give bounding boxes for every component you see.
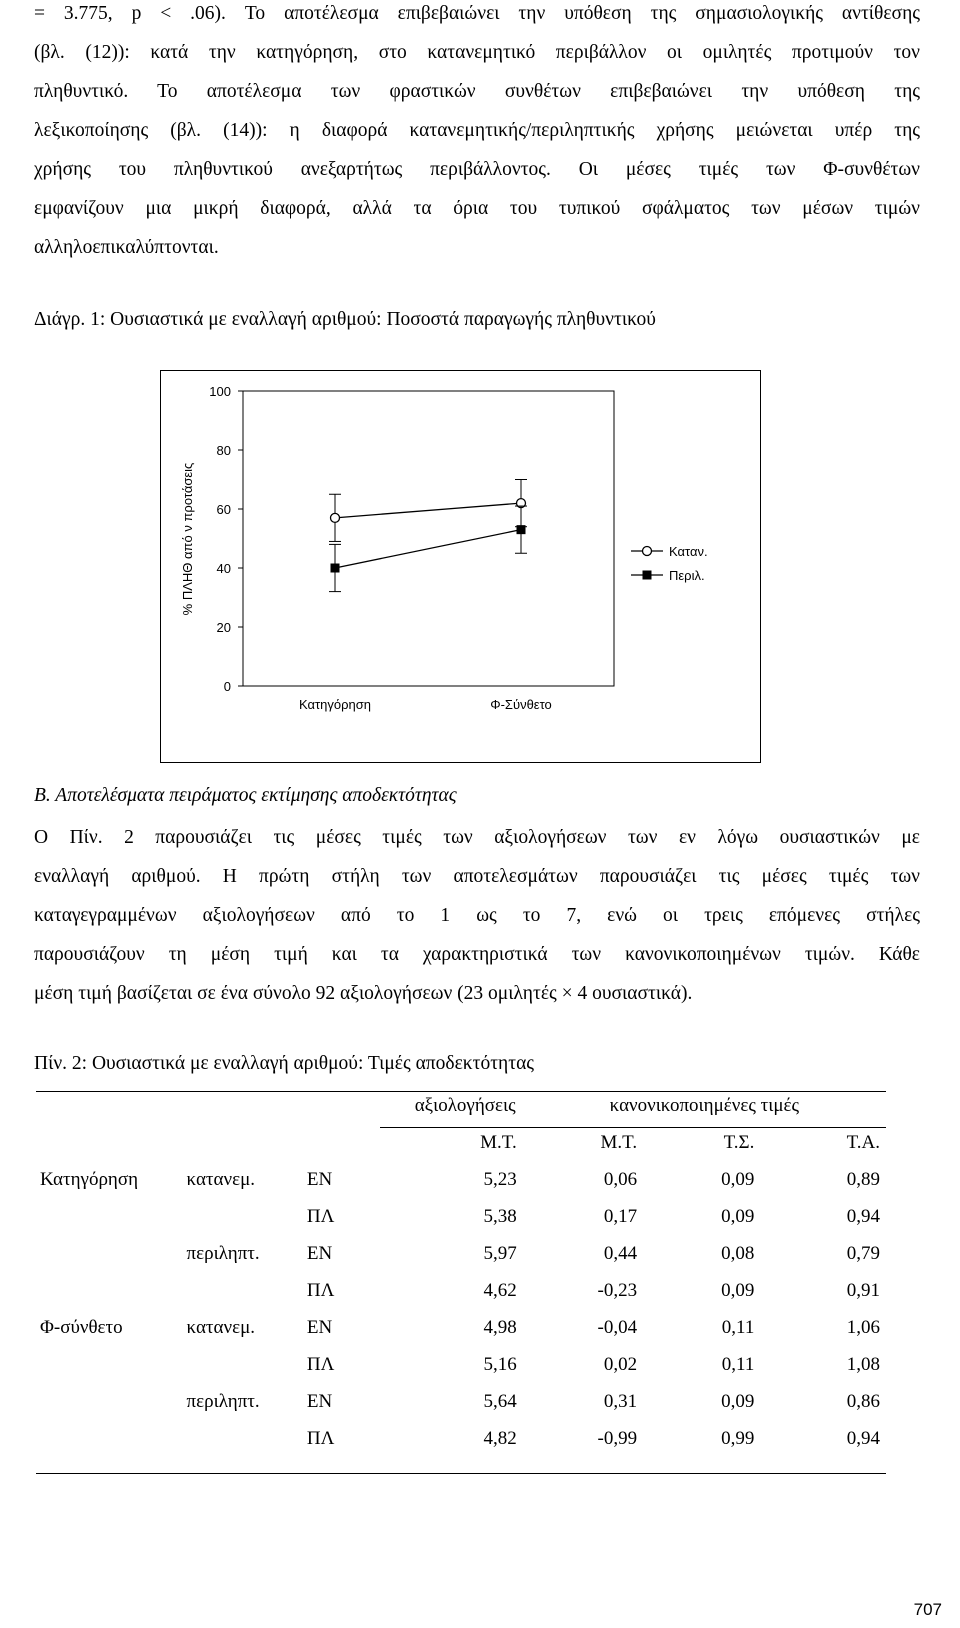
table-cell: ΕΝ [306, 1242, 333, 1264]
table-cell: 5,64 [483, 1390, 517, 1412]
table-cell: ΠΛ [306, 1427, 335, 1449]
table-cell: Φ-σύνθετο [40, 1316, 123, 1338]
table-cell: ΠΛ [306, 1353, 335, 1375]
series-line-1 [335, 530, 521, 568]
table-cell: 0,02 [603, 1353, 638, 1375]
body-line: εναλλαγή αριθμού. Η πρώτη στήλη των αποτελεσμάτων παρουσιάζει τις μέσες τιμές των [34, 866, 920, 887]
intro-line: (βλ. (12)): κατά την κατηγόρηση, στο κατανεμητικό περιβάλλον οι ομιλητές προτιμούν τον [34, 42, 920, 63]
page-number: 707 [913, 1600, 942, 1619]
plot-area [243, 391, 614, 686]
section-heading: Β. Αποτελέσματα πειράματος εκτίμησης αποδεκτότητας [34, 785, 457, 806]
series-line-0 [335, 503, 521, 518]
table-cell: 1,08 [846, 1353, 880, 1375]
legend-marker [643, 571, 652, 580]
table-cell: 0,06 [603, 1168, 638, 1190]
table-cell: 0,99 [721, 1427, 755, 1449]
body-paragraph [34, 818, 920, 1013]
table-cell [183, 1198, 303, 1235]
intro-line: λεξικοποίησης (βλ. (14)): η διαφορά κατανεμητικής/περιληπτικής χρήσης μειώνεται υπέρ της [34, 120, 920, 141]
table-cell: 0,11 [721, 1316, 755, 1338]
intro-line: εμφανίζουν μια μικρή διαφορά, αλλά τα όρια του τυπικού σφάλματος των μέσων τιμών [34, 198, 920, 219]
table-caption: Πίν. 2: Ουσιαστικά με εναλλαγή αριθμού: Τιμές αποδεκτότητας [34, 1053, 535, 1074]
table-row [36, 1272, 886, 1309]
table-cell: ΠΛ [306, 1205, 335, 1227]
table-group-header-row [36, 1087, 886, 1124]
x-tick-label: Φ-Σύνθετο [490, 697, 552, 712]
table-row [36, 1235, 886, 1272]
table-rule-bottom [36, 1473, 886, 1474]
table-cell [183, 1346, 303, 1383]
y-tick-label: 0 [223, 679, 231, 694]
table-cell [36, 1272, 183, 1309]
y-tick-label: 60 [216, 502, 231, 517]
table-cell: περιληπτ. [186, 1242, 260, 1264]
intro-paragraph [34, 0, 920, 267]
table-cell: 0,86 [846, 1390, 880, 1412]
y-tick-label: 100 [209, 384, 231, 399]
table-row [36, 1383, 886, 1420]
table-cell: 5,97 [483, 1242, 517, 1264]
intro-line: χρήσης του πληθυντικού ανεξαρτήτως περιβάλλοντος. Οι μέσες τιμές των Φ-συνθέτων [34, 159, 920, 180]
table-row [36, 1420, 886, 1457]
intro-line: πληθυντικό. Το αποτέλεσμα των φραστικών συνθέτων επιβεβαιώνει την υπόθεση της [34, 81, 920, 102]
table-cell: 4,98 [483, 1316, 517, 1338]
table-cell: 0,44 [603, 1242, 638, 1264]
table-cell: 0,09 [721, 1390, 755, 1412]
body-line: μέση τιμή βασίζεται σε ένα σύνολο 92 αξιολογήσεων (23 ομιλητές × 4 ουσιαστικά). [34, 983, 693, 1004]
table-cell [183, 1272, 303, 1309]
y-tick-label: 40 [216, 561, 231, 576]
table-cell: ΕΝ [306, 1390, 333, 1412]
table-cell [36, 1235, 183, 1272]
table-cell: 0,79 [846, 1242, 880, 1264]
table-cell: 0,11 [721, 1353, 755, 1375]
table-cell: 0,31 [603, 1390, 638, 1412]
table-cell [36, 1346, 183, 1383]
group-header: αξιολογήσεις [414, 1094, 516, 1116]
table-cell [183, 1420, 303, 1457]
table-cell: 4,62 [483, 1279, 517, 1301]
y-tick-label: 20 [216, 620, 231, 635]
chart-frame [160, 370, 761, 763]
table-cell: 0,91 [846, 1279, 880, 1301]
table-cell: ΕΝ [306, 1168, 333, 1190]
body-line: παρουσιάζουν τη μέση τιμή και τα χαρακτηριστικά των κανονικοποιημένων τιμών. Κάθε [34, 944, 920, 965]
group-header: κανονικοποιημένες τιμές [609, 1094, 800, 1116]
figure-caption: Διάγρ. 1: Ουσιαστικά με εναλλαγή αριθμού: Ποσοστά παραγωγής πληθυντικού [34, 309, 656, 330]
x-tick-label: Κατηγόρηση [298, 697, 372, 712]
data-point [517, 525, 526, 534]
table-cell [36, 1420, 183, 1457]
table-cell: -0,04 [597, 1316, 638, 1338]
table-cell: Κατηγόρηση [40, 1168, 139, 1190]
table-cell: 5,38 [483, 1205, 517, 1227]
results-table [36, 1087, 886, 1457]
table-cell: -0,99 [597, 1427, 638, 1449]
table-cell: 0,17 [603, 1205, 638, 1227]
table-cell: 5,23 [483, 1168, 517, 1190]
column-header: Μ.Τ. [480, 1131, 517, 1153]
table-cell: -0,23 [597, 1279, 638, 1301]
table-cell: ΠΛ [306, 1279, 335, 1301]
table-cell [36, 1198, 183, 1235]
data-point [331, 513, 340, 522]
table-cell: κατανεμ. [186, 1316, 256, 1338]
table-cell: κατανεμ. [186, 1168, 256, 1190]
table-cell: 0,94 [846, 1427, 880, 1449]
legend-label: Καταν. [669, 544, 708, 559]
table-cell: περιληπτ. [186, 1390, 260, 1412]
table-cell: 0,94 [846, 1205, 880, 1227]
table-cell: 0,09 [721, 1168, 755, 1190]
y-tick-label: 80 [216, 443, 231, 458]
column-header: Μ.Τ. [600, 1131, 638, 1153]
y-axis-label: % ΠΛΗΘ από ν προτάσεις [180, 462, 195, 616]
table-column-header-row [36, 1124, 886, 1161]
legend-marker [643, 547, 652, 556]
intro-line: αλληλοεπικαλύπτονται. [34, 237, 219, 258]
chart [161, 371, 762, 764]
column-header: Τ.Α. [846, 1131, 880, 1153]
legend-label: Περιλ. [669, 568, 705, 583]
table-cell: 0,08 [721, 1242, 755, 1264]
body-line: καταγεγραμμένων αξιολογήσεων από το 1 ως το 7, ενώ οι τρεις επόμενες στήλες [34, 905, 920, 926]
table-cell: 5,16 [483, 1353, 517, 1375]
table-cell: 0,89 [846, 1168, 880, 1190]
table-row [36, 1346, 886, 1383]
table-cell: ΕΝ [306, 1316, 333, 1338]
table-cell: 0,09 [721, 1205, 755, 1227]
data-point [331, 564, 340, 573]
table-row [36, 1309, 886, 1346]
table-cell: 0,09 [721, 1279, 755, 1301]
table-cell: 4,82 [483, 1427, 517, 1449]
column-header: Τ.Σ. [723, 1131, 755, 1153]
table-cell [36, 1383, 183, 1420]
table-cell: 1,06 [846, 1316, 880, 1338]
body-line: Ο Πίν. 2 παρουσιάζει τις μέσες τιμές των αξιολογήσεων των εν λόγω ουσιαστικών με [34, 827, 920, 848]
intro-line: = 3.775, p < .06). Το αποτέλεσμα επιβεβαιώνει την υπόθεση της σημασιολογικής αντίθεσης [34, 3, 920, 24]
table-row [36, 1198, 886, 1235]
table-row [36, 1161, 886, 1198]
